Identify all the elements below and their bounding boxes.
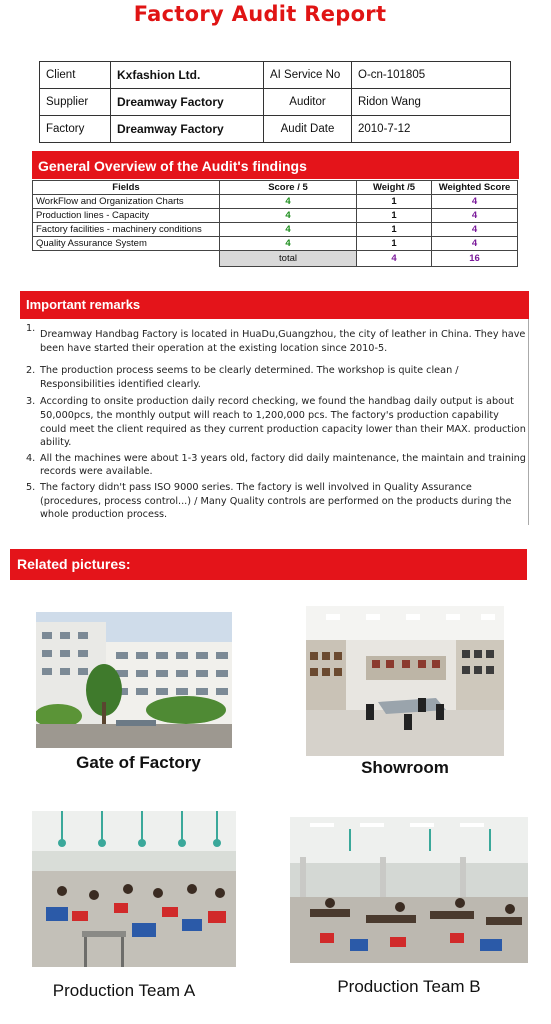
weighted-cell: 4 [432,237,518,251]
remark-text: Dreamway Handbag Factory is located in HuaDu,Guangzhou, the city of leather in China. They have been have started their operation at the existing location since 2010-5. [40,329,526,354]
field-cell: Quality Assurance System [33,237,220,251]
table-row [33,209,518,223]
weight-cell: 1 [357,195,432,209]
weighted-header: Weighted Score [432,181,518,195]
auditor-label: Auditor [264,89,352,116]
fields-header: Fields [33,181,220,195]
overview-heading: General Overview of the Audit's findings [32,151,519,179]
table-row [33,237,518,251]
weight-cell: 1 [357,237,432,251]
remark-number: 3. [26,396,36,408]
service-label: AI Service No [264,62,352,89]
list-item [24,364,526,391]
client-value: Kxfashion Ltd. [111,62,264,89]
caption-showroom: Showroom [361,758,449,777]
remark-text: The production process seems to be clearly determined. The workshop is quite clean / Responsibilities identified clearly. [40,365,459,390]
remark-text: All the machines were about 1-3 years old, factory did daily maintenance, the maintain and training records were available. [40,452,526,478]
remark-number: 5. [26,481,36,493]
remark-number: 1. [26,323,36,334]
score-header: Score / 5 [220,181,357,195]
factory-label: Factory [40,116,111,143]
supplier-label: Supplier [40,89,111,116]
page-title: Factory Audit Report [133,2,387,26]
caption-team-b: Production Team B [337,977,481,996]
field-cell: Production lines - Capacity [33,209,220,223]
total-weight: 4 [357,251,432,267]
remark-number: 4. [26,452,36,464]
caption-gate: Gate of Factory [76,753,201,772]
production-team-a-photo [32,811,236,967]
list-item [24,481,526,522]
list-item [24,322,526,355]
field-cell: Factory facilities - machinery conditions [33,223,220,237]
weighted-cell: 4 [432,195,518,209]
showroom-photo [306,606,504,756]
audit-date-value: 2010-7-12 [352,116,511,143]
audit-date-label: Audit Date [264,116,352,143]
auditor-value: Ridon Wang [352,89,511,116]
field-cell: WorkFlow and Organization Charts [33,195,220,209]
table-row [33,195,518,209]
supplier-value: Dreamway Factory [111,89,264,116]
list-item [24,452,526,479]
weighted-cell: 4 [432,209,518,223]
factory-gate-photo [36,612,232,748]
client-label: Client [40,62,111,89]
remarks-heading: Important remarks [20,291,529,319]
weight-cell: 1 [357,223,432,237]
score-cell: 4 [220,195,357,209]
weight-cell: 1 [357,209,432,223]
total-weighted: 16 [432,251,518,267]
factory-value: Dreamway Factory [111,116,264,143]
score-cell: 4 [220,237,357,251]
score-cell: 4 [220,223,357,237]
table-row [33,223,518,237]
score-cell: 4 [220,209,357,223]
audit-info-table [39,61,511,143]
production-team-b-photo [290,817,528,963]
remark-number: 2. [26,365,36,377]
total-row [33,251,518,267]
list-item [24,395,526,449]
remark-text: According to onsite production daily record checking, we found the handbag daily output is about 50,000pcs, the monthly output will reach to 1,200,000 pcs. The factory's production capability could meet the client required as they current production capacity lower than their MAX. production ability. [40,396,526,449]
findings-table [32,180,518,267]
weighted-cell: 4 [432,223,518,237]
service-value: O-cn-101805 [352,62,511,89]
weight-header: Weight /5 [357,181,432,195]
total-label: total [220,251,357,267]
remarks-list [24,322,526,522]
pictures-heading: Related pictures: [10,549,527,580]
remark-text: The factory didn't pass ISO 9000 series. The factory is well involved in Quality Assurance (procedures, process control...) / Many Quality controls are performed on the products during the whole production process. [40,481,512,521]
caption-team-a: Production Team A [52,981,196,1000]
